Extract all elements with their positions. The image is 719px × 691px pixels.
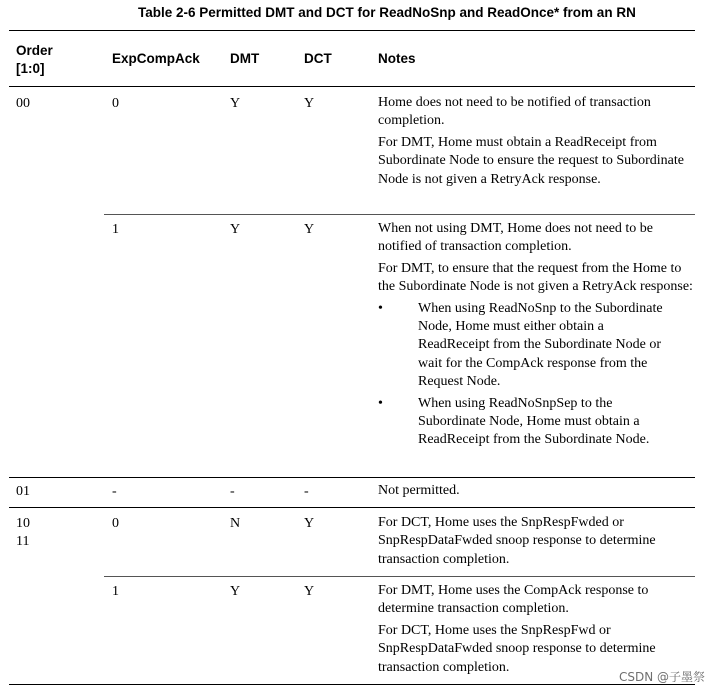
order-cell: 00 — [16, 96, 30, 111]
dmt-cell: Y — [230, 96, 241, 111]
header-dmt: DMT — [230, 51, 260, 66]
note-paragraph: For DMT, Home must obtain a ReadReceipt from Subordinate Node to ensure the request to Subordinate Node is not given a RetryAck response. — [378, 134, 684, 187]
header-expcompack: ExpCompAck — [112, 51, 200, 66]
notes-cell — [378, 94, 696, 192]
header-notes: Notes — [378, 51, 416, 66]
dmt-cell: Y — [230, 222, 241, 237]
note-paragraph: For DMT, to ensure that the request from the Home to the Subordinate Node is not given a RetryAck response: — [378, 260, 693, 295]
dct-cell: Y — [304, 584, 315, 599]
dmt-cell: Y — [230, 584, 241, 599]
note-paragraph: For DMT, Home uses the CompAck response to determine transaction completion. — [378, 583, 649, 617]
dct-cell: Y — [304, 222, 315, 237]
note-paragraph: For DCT, Home uses the SnpRespFwded or SnpRespDataFwded snoop response to determine transaction completion. — [378, 515, 656, 567]
note-paragraph: Not permitted. — [378, 483, 460, 498]
note-paragraph: Home does not need to be notified of transaction completion. — [378, 95, 651, 129]
table-top-rule — [9, 30, 695, 31]
note-paragraph: When not using DMT, Home does not need to be notified of transaction completion. — [378, 221, 654, 255]
expcompack-cell: 1 — [112, 222, 119, 237]
bullet-item: • When using ReadNoSnp to the Subordinate Node, Home must either obtain a ReadReceipt from the Subordinate Node or wait for the CompAck response from the Request Node. — [378, 300, 696, 392]
order-cell: 01 — [16, 484, 30, 499]
row-divider — [104, 214, 695, 215]
watermark: CSDN @子墨祭 — [618, 670, 705, 684]
dct-cell: Y — [304, 516, 315, 531]
bullet-item: • When using ReadNoSnpSep to the Subordinate Node, Home must obtain a ReadReceipt from the Subordinate Node. — [378, 395, 696, 450]
order-cell: 10 11 — [16, 516, 30, 549]
expcompack-cell: - — [112, 484, 117, 499]
expcompack-cell: 1 — [112, 584, 119, 599]
notes-cell — [378, 482, 696, 503]
header-order: Order [1:0] — [16, 43, 53, 76]
header-dct: DCT — [304, 51, 332, 66]
table-caption: Table 2-6 Permitted DMT and DCT for ReadNoSnp and ReadOnce* from an RN — [138, 5, 636, 20]
row-divider — [9, 507, 695, 508]
bullet-icon: • — [378, 300, 383, 316]
notes-cell — [378, 582, 696, 680]
header-rule — [9, 86, 695, 87]
note-paragraph: For DCT, Home uses the SnpRespFwd or SnpRespDataFwded snoop response to determine transaction completion. — [378, 622, 656, 675]
row-divider — [104, 576, 695, 577]
row-divider — [9, 477, 695, 478]
expcompack-cell: 0 — [112, 516, 119, 531]
expcompack-cell: 0 — [112, 96, 119, 111]
notes-cell — [378, 514, 696, 572]
bullet-icon: • — [378, 395, 383, 411]
dct-cell: - — [304, 484, 309, 499]
dct-cell: Y — [304, 96, 315, 111]
dmt-cell: N — [230, 516, 241, 531]
dmt-cell: - — [230, 484, 235, 499]
table-bottom-rule — [9, 684, 695, 685]
notes-cell — [378, 220, 696, 450]
